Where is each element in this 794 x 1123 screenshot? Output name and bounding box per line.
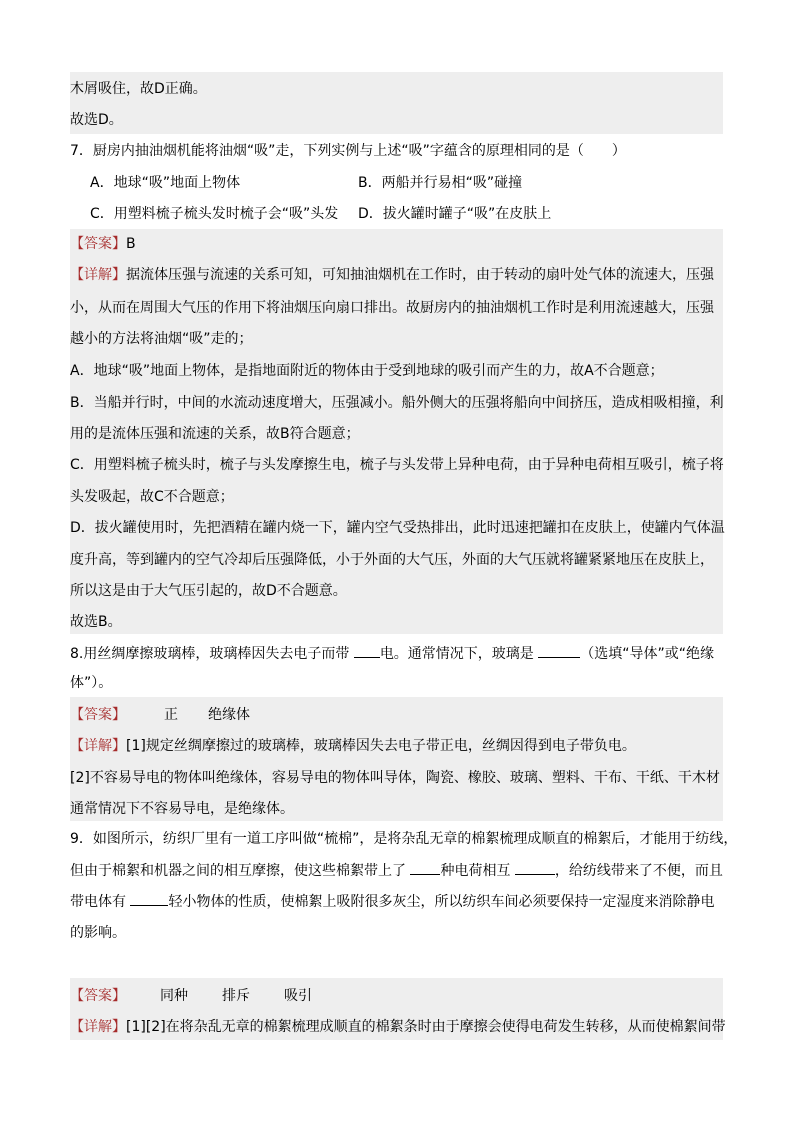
detail-tag: 【详解】: [70, 267, 126, 283]
q9-stem-part: 但由于棉絮和机器之间的相互摩擦，使这些棉絮带上了: [70, 863, 411, 879]
q9-blank-2: [515, 860, 555, 875]
q9-blank-3: [130, 891, 168, 906]
q7-option-b: B．两船并行易相“吸”碰撞: [358, 175, 523, 191]
answer-tag: 【答案】: [70, 236, 126, 252]
q9-stem-part: 带电体有: [70, 894, 131, 910]
q8-answer-2: 绝缘体: [208, 707, 250, 723]
q7-option-d: D．拔火罐时罐子“吸”在皮肤上: [358, 206, 552, 222]
q9-stem-part: 种电荷相互: [440, 863, 515, 879]
q7-detail-line: D．拔火罐使用时，先把酒精在罐内烧一下，罐内空气受热排出，此时迅速把罐扣在皮肤上，使罐内气体温: [70, 520, 725, 536]
q9-answer-2: 排斥: [222, 988, 250, 1004]
q7-detail-line: 越小的方法将油烟“吸”走的；: [70, 331, 253, 347]
q8-answer-1: 正: [164, 707, 178, 723]
q9-blank-1: [410, 860, 440, 875]
q9-stem-line: [70, 891, 714, 912]
q7-detail-line: [70, 265, 714, 285]
q8-stem-part: 电。通常情况下，玻璃是: [379, 646, 539, 662]
q7-answer-value: B: [126, 236, 136, 252]
q9-stem-line: [70, 860, 723, 881]
q8-detail-text: [1]规定丝绸摩擦过的玻璃棒，玻璃棒因失去电子带正电，丝绸因得到电子带负电。: [126, 738, 636, 754]
q8-blank-1: [354, 643, 380, 658]
q9-detail-text: [1][2]在将杂乱无章的棉絮梳理成顺直的棉絮条时由于摩擦会使得电荷发生转移，从而使棉絮间带: [126, 1019, 726, 1035]
q9-stem-line: 9．如图所示，纺织厂里有一道工序叫做“梳棉”，是将杂乱无章的棉絮梳理成顺直的棉絮后，才能用于纺线，: [70, 831, 738, 847]
q8-stem-part: 8.用丝绸摩擦玻璃棒，玻璃棒因失去电子而带: [70, 646, 354, 662]
q8-stem: [70, 643, 714, 664]
q7-detail-text: 据流体压强与流速的关系可知，可知抽油烟机在工作时，由于转动的扇叶处气体的流速大，压强: [126, 267, 714, 283]
detail-tag: 【详解】: [70, 1019, 126, 1035]
answer-tag: 【答案】: [70, 988, 126, 1004]
q9-stem-part: ，给纺线带来了不便，而且: [554, 863, 723, 879]
q7-conclusion: 故选B。: [70, 614, 122, 630]
q7-detail-line: A．地球“吸”地面上物体，是指地面附近的物体由于受到地球的吸引而产生的力，故A不合题意；: [70, 363, 664, 379]
prev-conclusion: 故选D。: [70, 112, 123, 128]
q7-detail-line: 度升高，等到罐内的空气冷却后压强降低，小于外面的大气压，外面的大气压就将罐紧紧地压在皮肤上，: [70, 552, 714, 568]
q7-detail-line: B．当船并行时，中间的水流动速度增大，压强减小。船外侧大的压强将船向中间挤压，造成相吸相撞，利: [70, 395, 724, 411]
q7-detail-line: 用的是流体压强和流速的关系，故B符合题意；: [70, 426, 360, 442]
answer-tag: 【答案】: [70, 707, 126, 723]
q9-stem-part: 轻小物体的性质，使棉絮上吸附很多灰尘，所以纺织车间必须要保持一定湿度来消除静电: [168, 894, 715, 910]
prev-detail-line: 木屑吸住，故D正确。: [70, 81, 207, 97]
detail-tag: 【详解】: [70, 738, 126, 754]
q7-option-c: C．用塑料梳子梳头发时梳子会“吸”头发: [90, 206, 339, 222]
q9-answer: [70, 986, 312, 1006]
q8-detail-line: 通常情况下不容易导电，是绝缘体。: [70, 801, 294, 817]
q7-stem: 7．厨房内抽油烟机能将油烟“吸”走，下列实例与上述“吸”字蕴含的原理相同的是（ ）: [70, 143, 626, 159]
q7-option-a: A．地球“吸”地面上物体: [90, 175, 241, 191]
q8-detail-line: [2]不容易导电的物体叫绝缘体，容易导电的物体叫导体，陶瓷、橡胶、玻璃、塑料、干布、干纸、干木材: [70, 770, 720, 786]
q8-detail-line: [70, 736, 636, 756]
q7-detail-line: 所以这是由于大气压引起的，故D不合题意。: [70, 583, 347, 599]
q9-detail-line: [70, 1017, 726, 1037]
q8-stem-part: （选填“导体”或“绝缘: [580, 646, 715, 662]
q8-stem-line: 体”）。: [70, 675, 113, 691]
q8-answer: [70, 705, 250, 725]
q7-detail-line: 小，从而在周围大气压的作用下将油烟压向扇口排出。故厨房内的抽油烟机工作时是利用流速越大，压强: [70, 300, 714, 316]
q7-answer: [70, 234, 136, 254]
q7-detail-line: C．用塑料梳子梳头时，梳子与头发摩擦生电，梳子与头发带上异种电荷，由于异种电荷相互吸引，梳子将: [70, 457, 724, 473]
q9-stem-line: 的影响。: [70, 925, 126, 941]
q8-blank-2: [538, 643, 580, 658]
q7-detail-line: 头发吸起，故C不合题意；: [70, 489, 234, 505]
q9-answer-1: 同种: [160, 988, 188, 1004]
q9-answer-3: 吸引: [284, 988, 312, 1004]
